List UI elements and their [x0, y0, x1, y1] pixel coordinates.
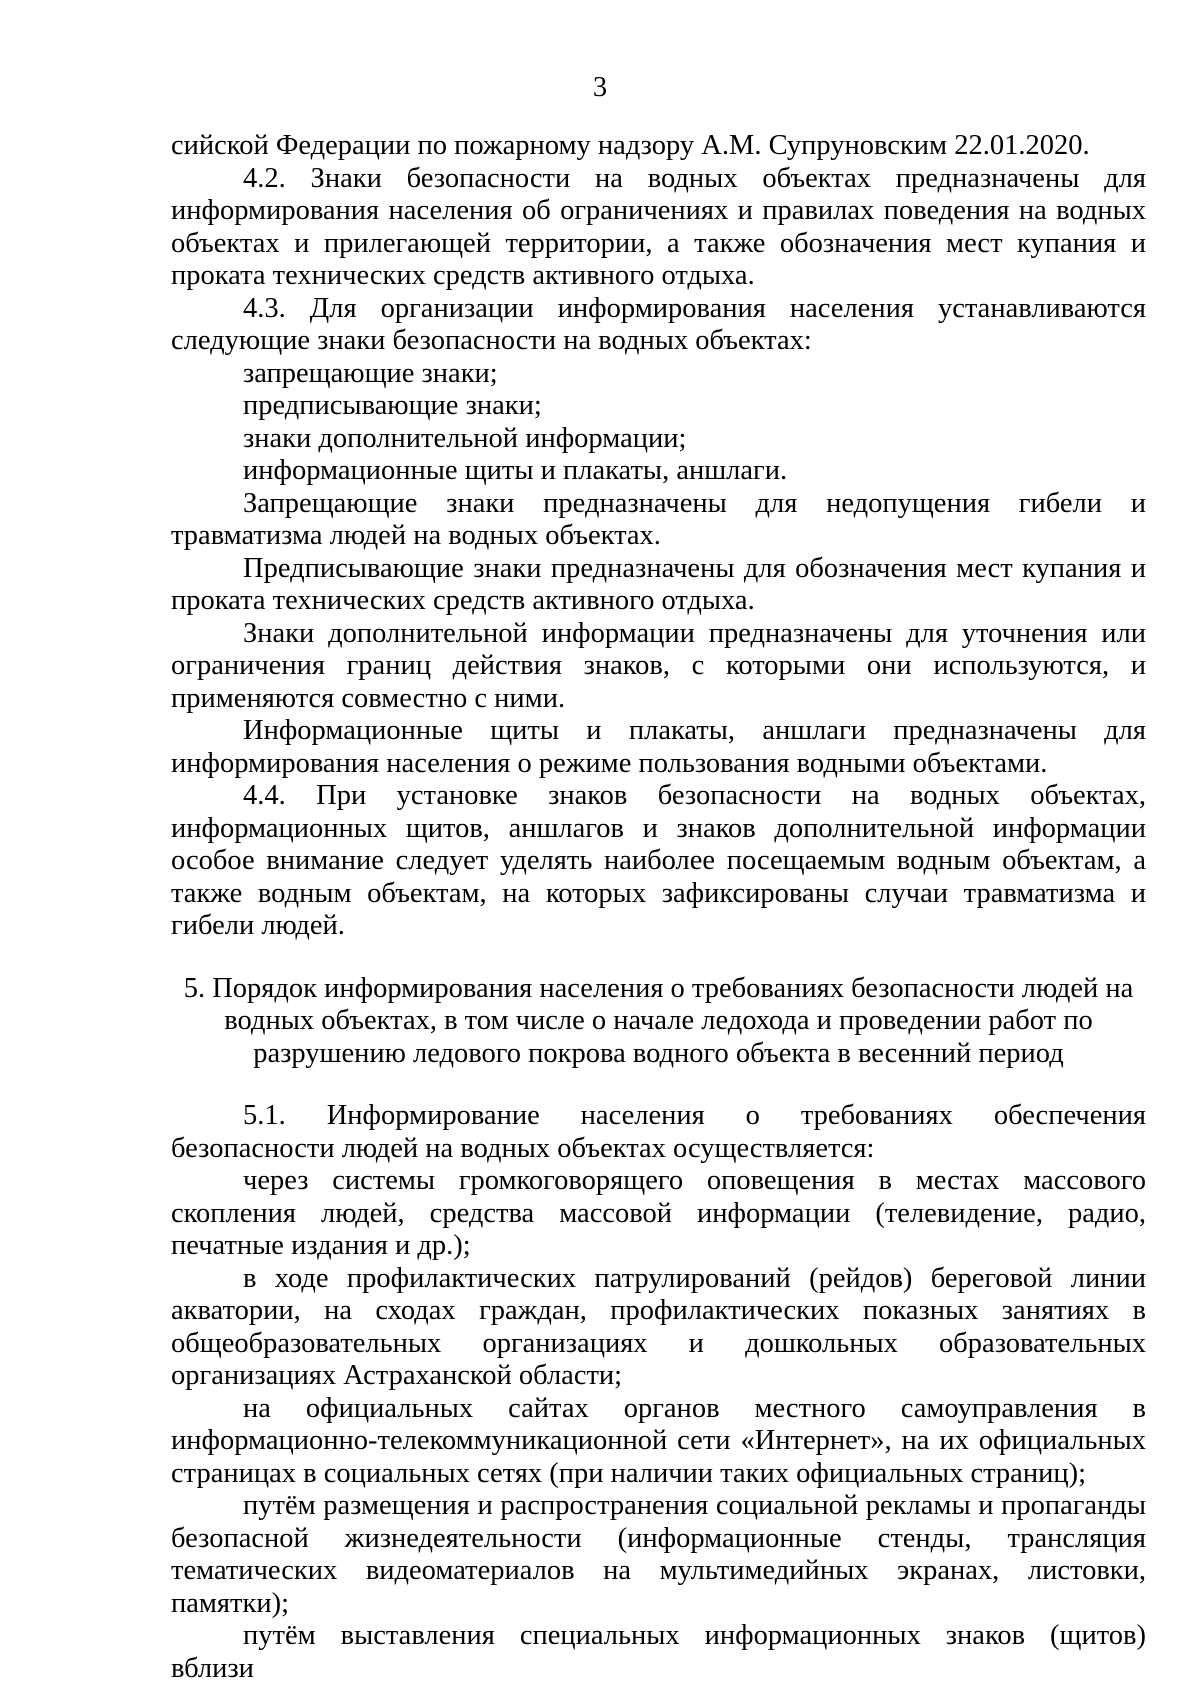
- list-item: путём размещения и распространения социальной рекламы и пропаганды безопасной жизнедеятельности (информационные стенды, трансляция тематических видеоматериалов на мультимедийных экранах, листовки, памятки);: [171, 1490, 1146, 1619]
- list-item: запрещающие знаки;: [243, 357, 498, 389]
- paragraph: Предписывающие знаки предназначены для обозначения мест купания и проката технических средств активного отдыха.: [171, 552, 1146, 616]
- document-body: [171, 130, 1146, 1685]
- section-heading: 5. Порядок информирования населения о требованиях безопасности людей на водных объектах, в том числе о начале ледохода и проведении работ по разрушению ледового покрова водного объекта в весенний период: [183, 972, 1134, 1069]
- paragraph: 4.2. Знаки безопасности на водных объектах предназначены для информирования населения об ограничениях и правилах поведения на водных объектах и прилегающей территории, а также обозначения мест купания и проката технических средств активного отдыха.: [171, 162, 1146, 291]
- list-item: на официальных сайтах органов местного самоуправления в информационно-телекоммуникационной сети «Интернет», на их официальных страницах в социальных сетях (при наличии таких официальных страниц);: [171, 1392, 1146, 1489]
- list-item: предписывающие знаки;: [243, 390, 542, 421]
- paragraph: Запрещающие знаки предназначены для недопущения гибели и травматизма людей на водных объектах.: [171, 487, 1146, 551]
- list-item: информационные щиты и плакаты, аншлаги.: [243, 455, 788, 486]
- paragraph: Информационные щиты и плакаты, аншлаги предназначены для информирования населения о режиме пользования водными объектами.: [171, 715, 1146, 779]
- paragraph: сийской Федерации по пожарному надзору А.М. Супруновским 22.01.2020.: [171, 130, 1090, 161]
- paragraph: 4.3. Для организации информирования населения устанавливаются следующие знаки безопасности на водных объектах:: [171, 292, 1146, 356]
- paragraph: Знаки дополнительной информации предназначены для уточнения или ограничения границ действия знаков, с которыми они используются, и применяются совместно с ними.: [171, 617, 1146, 714]
- list-item: знаки дополнительной информации;: [243, 422, 687, 454]
- list-item: в ходе профилактических патрулирований (рейдов) береговой линии акватории, на сходах граждан, профилактических показных занятиях в общеобразовательных организациях и дошкольных образовательных организациях Астраханской области;: [171, 1262, 1146, 1391]
- page-number: 3: [592, 72, 608, 103]
- paragraph: 5.1. Информирование населения о требованиях обеспечения безопасности людей на водных объектах осуществляется:: [171, 1100, 1146, 1164]
- paragraph: 4.4. При установке знаков безопасности на водных объектах, информационных щитов, аншлагов и знаков дополнительной информации особое внимание следует уделять наиболее посещаемым водным объектам, а также водным объектам, на которых зафиксированы случаи травматизма и гибели людей.: [171, 780, 1146, 941]
- list-item: через системы громкоговорящего оповещения в местах массового скопления людей, средства массовой информации (телевидение, радио, печатные издания и др.);: [171, 1165, 1146, 1261]
- list-item: путём выставления специальных информационных знаков (щитов) вблизи: [171, 1620, 1146, 1684]
